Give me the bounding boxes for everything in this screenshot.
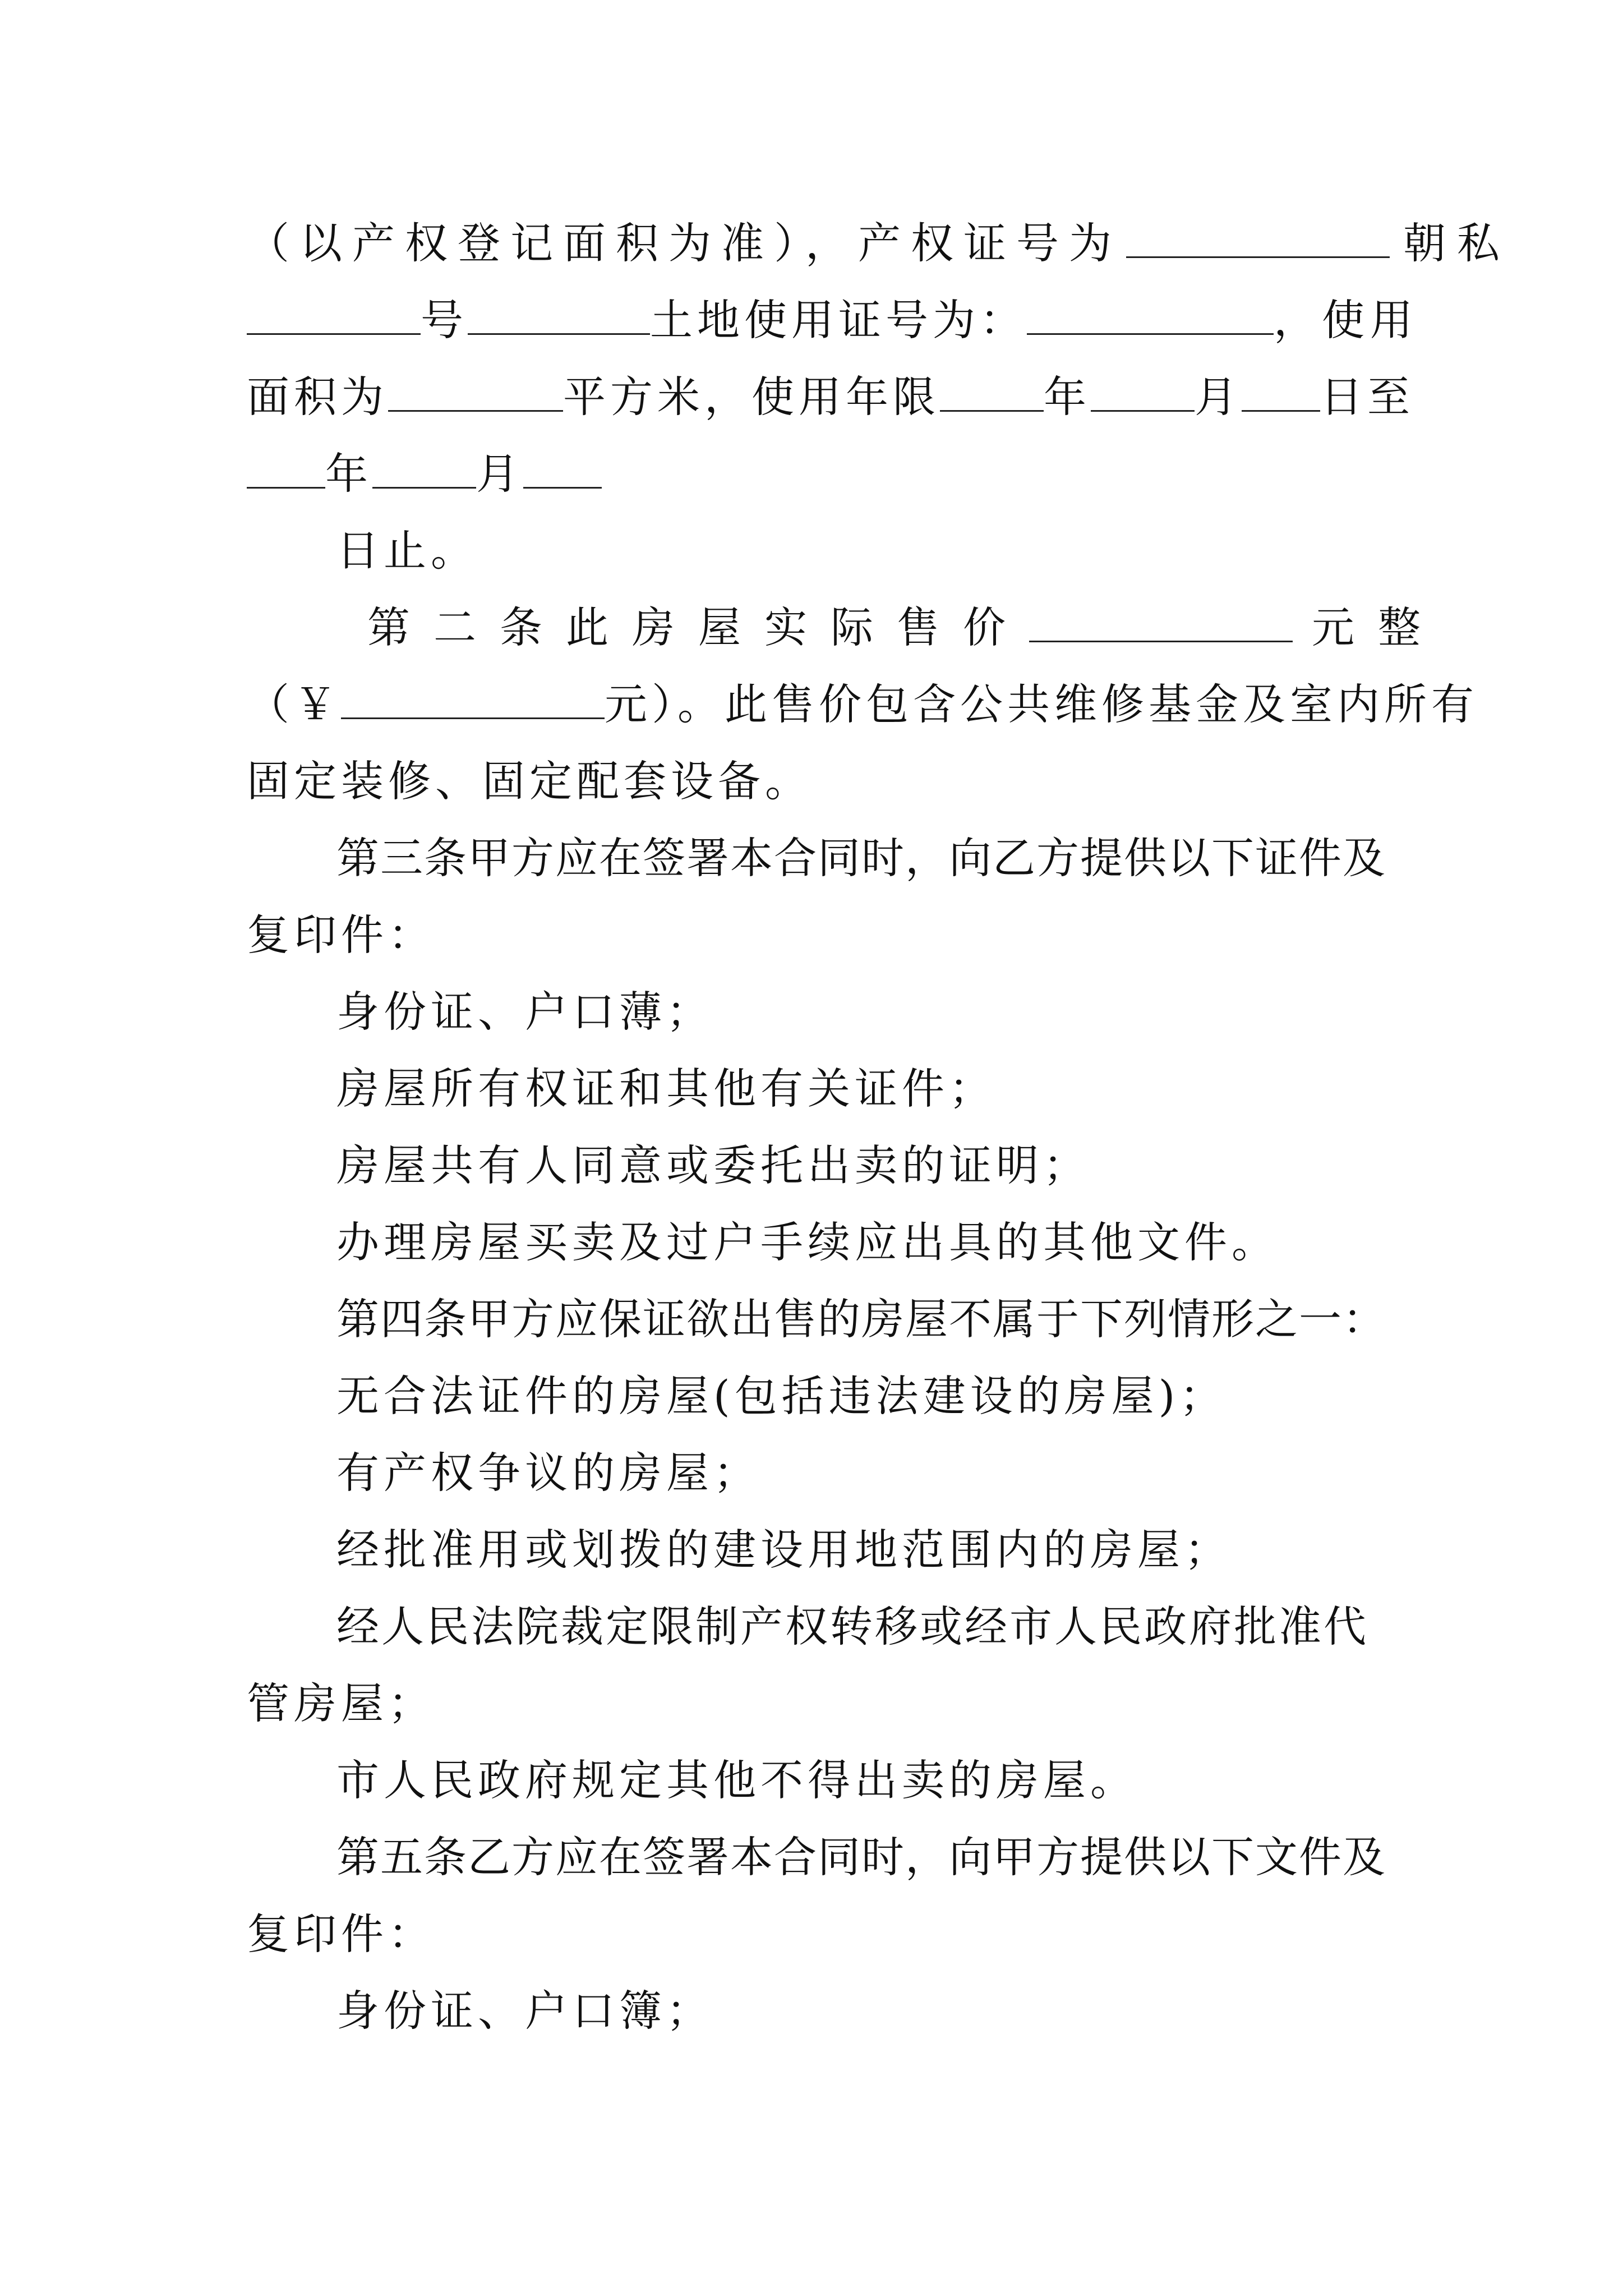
text-segment: 办理房屋买卖及过户手续应出具的其他文件。 <box>336 1217 1279 1267</box>
text-segment: 房屋共有人同意或委托出卖的证明； <box>336 1140 1090 1190</box>
list-item <box>336 1370 1227 1422</box>
text-segment: 日至 <box>1320 372 1414 422</box>
text-segment: （以产权登记面积为准），产权证号为 <box>247 218 1122 268</box>
text-line-4 <box>247 448 602 500</box>
text-segment: 号 <box>421 295 468 345</box>
text-segment: 管房屋； <box>247 1678 435 1728</box>
fill-blank <box>468 300 650 335</box>
list-item <box>336 1755 1137 1806</box>
text-segment: 年 <box>1044 372 1091 422</box>
text-segment: 身份证、户口簿； <box>336 1986 713 2036</box>
text-segment: 复印件： <box>247 1909 435 1959</box>
list-item <box>336 1063 996 1115</box>
fill-blank <box>1242 376 1320 412</box>
text-segment: 月 <box>476 449 523 499</box>
article-2-line-1 <box>367 602 1444 654</box>
text-segment: 第二条此房屋实际售价 <box>367 602 1029 652</box>
text-line-2 <box>247 295 1418 346</box>
fill-blank <box>372 453 476 489</box>
list-item <box>336 986 713 1038</box>
list-item <box>336 1217 1279 1268</box>
text-segment: 身份证、户口薄； <box>336 987 713 1037</box>
text-segment: （￥ <box>247 679 341 729</box>
list-item <box>336 1524 1232 1576</box>
fill-blank <box>388 376 563 412</box>
list-item <box>336 1985 713 2037</box>
article-2-line-2 <box>247 679 1478 730</box>
fill-blank <box>523 453 602 489</box>
text-segment: 元）。此售价包含公共维修基金及室内所有 <box>605 679 1478 729</box>
text-segment: 固定装修、固定配套设备。 <box>247 756 812 806</box>
text-segment: 经批准用或划拨的建设用地范围内的房屋； <box>336 1525 1232 1575</box>
text-segment: 市人民政府规定其他不得出卖的房屋。 <box>336 1755 1137 1805</box>
text-segment: 复印件： <box>247 910 435 960</box>
article-5-line-2 <box>247 1908 435 1960</box>
text-line-5 <box>336 525 478 577</box>
text-segment: 朝私 <box>1403 218 1511 268</box>
text-segment: 第五条乙方应在签署本合同时，向甲方提供以下文件及 <box>336 1832 1386 1882</box>
text-segment: 第四条甲方应保证欲出售的房屋不属于下列情形之一： <box>336 1294 1386 1344</box>
text-segment: 年 <box>325 449 372 499</box>
list-item <box>336 1447 760 1499</box>
fill-blank <box>1091 376 1195 412</box>
text-segment: 房屋所有权证和其他有关证件； <box>336 1064 996 1114</box>
list-item <box>336 1601 1368 1653</box>
fill-blank <box>1126 223 1390 258</box>
text-line-1 <box>247 218 1511 269</box>
text-segment: ，使用 <box>1274 295 1418 345</box>
fill-blank <box>940 376 1044 412</box>
text-segment: 元整 <box>1312 602 1444 652</box>
list-item <box>336 1140 1090 1191</box>
fill-blank <box>1029 607 1293 642</box>
text-line-3 <box>247 371 1414 423</box>
fill-blank <box>247 453 325 489</box>
text-segment: 有产权争议的房屋； <box>336 1448 760 1498</box>
article-4-line-1 <box>336 1294 1386 1345</box>
article-3-line-1 <box>336 832 1386 884</box>
article-3-line-2 <box>247 909 435 961</box>
fill-blank <box>341 684 605 719</box>
text-segment: 第三条甲方应在签署本合同时，向乙方提供以下证件及 <box>336 833 1386 883</box>
text-segment: 日止。 <box>336 526 478 576</box>
fill-blank <box>1027 300 1274 335</box>
text-segment: 经人民法院裁定限制产权转移或经市人民政府批准代 <box>336 1602 1368 1651</box>
article-2-line-3 <box>247 756 812 807</box>
text-segment: 土地使用证号为： <box>650 295 1027 345</box>
fill-blank <box>247 300 421 335</box>
article-5-line-1 <box>336 1832 1386 1883</box>
text-segment: 无合法证件的房屋(包括违法建设的房屋)； <box>336 1371 1227 1421</box>
list-item <box>247 1678 435 1729</box>
text-segment: 月 <box>1195 372 1242 422</box>
text-segment: 面积为 <box>247 372 388 422</box>
text-segment: 平方米，使用年限 <box>563 372 940 422</box>
